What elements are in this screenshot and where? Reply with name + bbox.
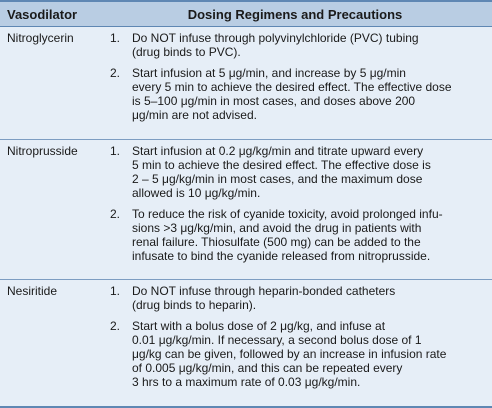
item-number: 1. [110, 144, 121, 158]
item-number: 2. [110, 207, 121, 221]
list-item [110, 284, 488, 312]
item-number: 2. [110, 319, 121, 333]
item-text: Do NOT infuse through polyvinylchloride (PVC) tubing (drug binds to PVC). [132, 31, 419, 59]
item-text: Start infusion at 0.2 μg/kg/min and titrate upward every 5 min to achieve the desired effect. The effective dose is 2 – 5 μg/kg/min in most cases, and the maximum dose allowed is 10 μg/kg/min. [132, 144, 431, 200]
item-text: Start infusion at 5 μg/min, and increase by 5 μg/min every 5 min to achieve the desired effect. The effective dose is 5–100 μg/min in most cases, and doses above 200 μg/min are not advised. [132, 66, 452, 122]
item-number: 1. [110, 31, 121, 45]
drug-name: Nitroglycerin [7, 31, 74, 45]
table-row [0, 140, 492, 280]
dosing-cell [110, 280, 492, 406]
list-item [110, 207, 488, 263]
header-dosing: Dosing Regimens and Precautions [187, 6, 403, 22]
table-row [0, 27, 492, 140]
drug-name: Nitroprusside [7, 144, 78, 158]
item-number: 1. [110, 284, 121, 298]
list-item [110, 144, 488, 200]
item-text: Start with a bolus dose of 2 μg/kg, and infuse at 0.01 μg/kg/min. If necessary, a second bolus dose of 1 μg/kg can be given, followed by an increase in infusion rate of 0.005 μg/kg/min, and this can be repeated every 3 hrs to a maximum rate of 0.03 μg/kg/min. [132, 319, 447, 389]
item-number: 2. [110, 66, 121, 80]
item-text: Do NOT infuse through heparin-bonded catheters (drug binds to heparin). [132, 284, 396, 312]
item-text: To reduce the risk of cyanide toxicity, avoid prolonged infu- sions >3 μg/kg/min, and avoid the drug in patients with renal failure. Thiosulfate (500 mg) can be added to the infusate to bind the cyanide released from nitroprusside. [132, 207, 443, 263]
table-row [0, 280, 492, 408]
header-vasodilator: Vasodilator [7, 6, 78, 22]
table-header [0, 0, 492, 27]
dosing-cell [110, 27, 492, 139]
drug-name: Nesiritide [7, 284, 58, 298]
list-item [110, 319, 488, 389]
list-item [110, 66, 488, 122]
dosing-cell [110, 140, 492, 279]
list-item [110, 31, 488, 59]
